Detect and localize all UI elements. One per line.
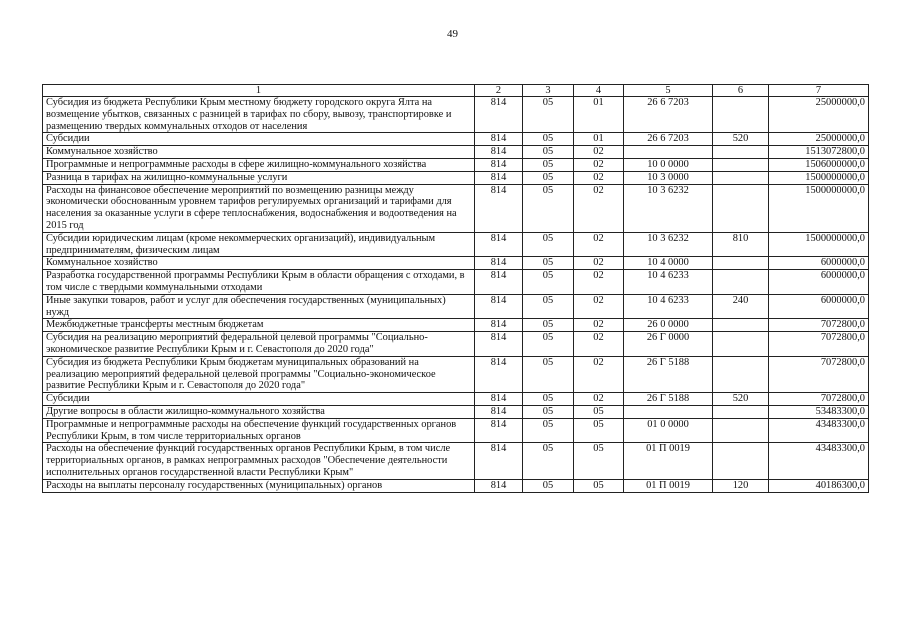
target-article-cell: 01 П 0019 <box>624 479 713 492</box>
subsection-code-cell: 02 <box>574 232 624 257</box>
expense-type-cell <box>713 405 769 418</box>
row-name-cell: Программные и непрограммные расходы в сфере жилищно-коммунального хозяйства <box>43 158 475 171</box>
table-row <box>43 393 869 406</box>
table-row <box>43 319 869 332</box>
expense-type-cell: 120 <box>713 479 769 492</box>
expense-type-cell <box>713 270 769 295</box>
row-name-cell: Расходы на выплаты персоналу государственных (муниципальных) органов <box>43 479 475 492</box>
subsection-code-cell: 05 <box>574 479 624 492</box>
amount-cell: 25000000,0 <box>769 133 869 146</box>
section-code-cell: 05 <box>523 232 574 257</box>
amount-cell: 7072800,0 <box>769 332 869 357</box>
amount-cell: 1506000000,0 <box>769 158 869 171</box>
target-article-cell: 26 Г 5188 <box>624 393 713 406</box>
amount-cell: 53483300,0 <box>769 405 869 418</box>
expense-type-cell <box>713 146 769 159</box>
amount-cell: 1513072800,0 <box>769 146 869 159</box>
target-article-cell: 10 4 0000 <box>624 257 713 270</box>
expense-type-cell <box>713 184 769 232</box>
table-row <box>43 270 869 295</box>
row-name-cell: Расходы на финансовое обеспечение мероприятий по возмещению разницы между экономически обоснованным уровнем тарифов регулируемых организаций и тарифами для населения за оказанные услуги в сфере теплоснабжения, водоснабжения и водоотведения на 2015 год <box>43 184 475 232</box>
table-row <box>43 158 869 171</box>
amount-cell: 43483300,0 <box>769 418 869 443</box>
target-article-cell: 10 3 0000 <box>624 171 713 184</box>
section-code-cell: 05 <box>523 133 574 146</box>
row-name-cell: Коммунальное хозяйство <box>43 257 475 270</box>
admin-code-cell: 814 <box>475 184 523 232</box>
subsection-code-cell: 02 <box>574 171 624 184</box>
expense-type-cell: 240 <box>713 294 769 319</box>
admin-code-cell: 814 <box>475 479 523 492</box>
table-row <box>43 332 869 357</box>
row-name-cell: Субсидия на реализацию мероприятий федеральной целевой программы "Социально-экономическое развитие Республики Крым и г. Севастополя до 2020 года" <box>43 332 475 357</box>
expense-type-cell <box>713 319 769 332</box>
page-number: 49 <box>447 28 458 40</box>
target-article-cell: 10 4 6233 <box>624 270 713 295</box>
expense-type-cell <box>713 171 769 184</box>
section-code-cell: 05 <box>523 443 574 479</box>
admin-code-cell: 814 <box>475 158 523 171</box>
target-article-cell: 10 4 6233 <box>624 294 713 319</box>
table-row <box>43 479 869 492</box>
section-code-cell: 05 <box>523 97 574 133</box>
column-header: 3 <box>523 85 574 97</box>
expense-type-cell: 810 <box>713 232 769 257</box>
target-article-cell: 01 0 0000 <box>624 418 713 443</box>
section-code-cell: 05 <box>523 356 574 392</box>
column-header: 4 <box>574 85 624 97</box>
subsection-code-cell: 02 <box>574 158 624 171</box>
target-article-cell: 26 6 7203 <box>624 97 713 133</box>
amount-cell: 7072800,0 <box>769 393 869 406</box>
admin-code-cell: 814 <box>475 393 523 406</box>
section-code-cell: 05 <box>523 146 574 159</box>
amount-cell: 7072800,0 <box>769 319 869 332</box>
admin-code-cell: 814 <box>475 443 523 479</box>
target-article-cell: 10 0 0000 <box>624 158 713 171</box>
section-code-cell: 05 <box>523 418 574 443</box>
subsection-code-cell: 05 <box>574 418 624 443</box>
expense-type-cell <box>713 443 769 479</box>
amount-cell: 1500000000,0 <box>769 171 869 184</box>
column-header: 6 <box>713 85 769 97</box>
target-article-cell: 26 6 7203 <box>624 133 713 146</box>
row-name-cell: Коммунальное хозяйство <box>43 146 475 159</box>
row-name-cell: Субсидии <box>43 133 475 146</box>
expense-type-cell <box>713 356 769 392</box>
target-article-cell <box>624 146 713 159</box>
table-row <box>43 356 869 392</box>
expense-type-cell: 520 <box>713 133 769 146</box>
table-row <box>43 184 869 232</box>
expense-type-cell: 520 <box>713 393 769 406</box>
row-name-cell: Разница в тарифах на жилищно-коммунальные услуги <box>43 171 475 184</box>
expense-type-cell <box>713 418 769 443</box>
amount-cell: 43483300,0 <box>769 443 869 479</box>
section-code-cell: 05 <box>523 171 574 184</box>
admin-code-cell: 814 <box>475 146 523 159</box>
target-article-cell: 01 П 0019 <box>624 443 713 479</box>
row-name-cell: Другие вопросы в области жилищно-коммунального хозяйства <box>43 405 475 418</box>
expense-type-cell <box>713 158 769 171</box>
target-article-cell: 26 Г 0000 <box>624 332 713 357</box>
column-header: 7 <box>769 85 869 97</box>
subsection-code-cell: 05 <box>574 443 624 479</box>
subsection-code-cell: 02 <box>574 294 624 319</box>
subsection-code-cell: 02 <box>574 319 624 332</box>
expense-type-cell <box>713 257 769 270</box>
subsection-code-cell: 01 <box>574 97 624 133</box>
section-code-cell: 05 <box>523 332 574 357</box>
row-name-cell: Разработка государственной программы Республики Крым в области обращения с отходами, в том числе с твердыми коммунальными отходами <box>43 270 475 295</box>
subsection-code-cell: 02 <box>574 257 624 270</box>
admin-code-cell: 814 <box>475 319 523 332</box>
table-row <box>43 418 869 443</box>
amount-cell: 6000000,0 <box>769 294 869 319</box>
table-row <box>43 133 869 146</box>
section-code-cell: 05 <box>523 479 574 492</box>
row-name-cell: Субсидия из бюджета Республики Крым бюджетам муниципальных образований на реализацию мероприятий федеральной целевой программы "Социально-экономическое развитие Республики Крым и г. Севастополя до 2020 года" <box>43 356 475 392</box>
row-name-cell: Межбюджетные трансферты местным бюджетам <box>43 319 475 332</box>
admin-code-cell: 814 <box>475 270 523 295</box>
table-row <box>43 443 869 479</box>
subsection-code-cell: 02 <box>574 184 624 232</box>
row-name-cell: Субсидия из бюджета Республики Крым местному бюджету городского округа Ялта на возмещение убытков, связанных с разницей в тарифах по сбору, вывозу, транспортировке и размещению твердых коммунальных отходов от населения <box>43 97 475 133</box>
section-code-cell: 05 <box>523 257 574 270</box>
section-code-cell: 05 <box>523 319 574 332</box>
table-row <box>43 97 869 133</box>
subsection-code-cell: 02 <box>574 270 624 295</box>
amount-cell: 40186300,0 <box>769 479 869 492</box>
target-article-cell: 26 Г 5188 <box>624 356 713 392</box>
table-row <box>43 171 869 184</box>
target-article-cell: 26 0 0000 <box>624 319 713 332</box>
row-name-cell: Субсидии юридическим лицам (кроме некоммерческих организаций), индивидуальным предпринимателям, физическим лицам <box>43 232 475 257</box>
amount-cell: 6000000,0 <box>769 257 869 270</box>
section-code-cell: 05 <box>523 405 574 418</box>
amount-cell: 6000000,0 <box>769 270 869 295</box>
row-name-cell: Иные закупки товаров, работ и услуг для обеспечения государственных (муниципальных) нужд <box>43 294 475 319</box>
subsection-code-cell: 01 <box>574 133 624 146</box>
subsection-code-cell: 02 <box>574 332 624 357</box>
table-row <box>43 294 869 319</box>
section-code-cell: 05 <box>523 270 574 295</box>
subsection-code-cell: 05 <box>574 405 624 418</box>
subsection-code-cell: 02 <box>574 146 624 159</box>
admin-code-cell: 814 <box>475 418 523 443</box>
admin-code-cell: 814 <box>475 405 523 418</box>
table-row <box>43 257 869 270</box>
target-article-cell: 10 3 6232 <box>624 232 713 257</box>
section-code-cell: 05 <box>523 158 574 171</box>
budget-table <box>42 84 869 493</box>
admin-code-cell: 814 <box>475 356 523 392</box>
admin-code-cell: 814 <box>475 294 523 319</box>
column-header: 2 <box>475 85 523 97</box>
amount-cell: 1500000000,0 <box>769 184 869 232</box>
amount-cell: 25000000,0 <box>769 97 869 133</box>
target-article-cell <box>624 405 713 418</box>
target-article-cell: 10 3 6232 <box>624 184 713 232</box>
subsection-code-cell: 02 <box>574 393 624 406</box>
expense-type-cell <box>713 332 769 357</box>
expense-type-cell <box>713 97 769 133</box>
admin-code-cell: 814 <box>475 171 523 184</box>
column-header: 5 <box>624 85 713 97</box>
admin-code-cell: 814 <box>475 97 523 133</box>
row-name-cell: Программные и непрограммные расходы на обеспечение функций государственных органов Республики Крым, в том числе территориальных органов <box>43 418 475 443</box>
admin-code-cell: 814 <box>475 232 523 257</box>
table-row <box>43 232 869 257</box>
admin-code-cell: 814 <box>475 133 523 146</box>
header-row <box>43 85 869 97</box>
subsection-code-cell: 02 <box>574 356 624 392</box>
section-code-cell: 05 <box>523 184 574 232</box>
section-code-cell: 05 <box>523 393 574 406</box>
table-row <box>43 405 869 418</box>
row-name-cell: Расходы на обеспечение функций государственных органов Республики Крым, в том числе территориальных органов, в рамках непрограммных расходов "Обеспечение деятельности исполнительных органов государственной власти Республики Крым" <box>43 443 475 479</box>
table-row <box>43 146 869 159</box>
section-code-cell: 05 <box>523 294 574 319</box>
admin-code-cell: 814 <box>475 332 523 357</box>
amount-cell: 1500000000,0 <box>769 232 869 257</box>
row-name-cell: Субсидии <box>43 393 475 406</box>
column-header: 1 <box>43 85 475 97</box>
amount-cell: 7072800,0 <box>769 356 869 392</box>
admin-code-cell: 814 <box>475 257 523 270</box>
